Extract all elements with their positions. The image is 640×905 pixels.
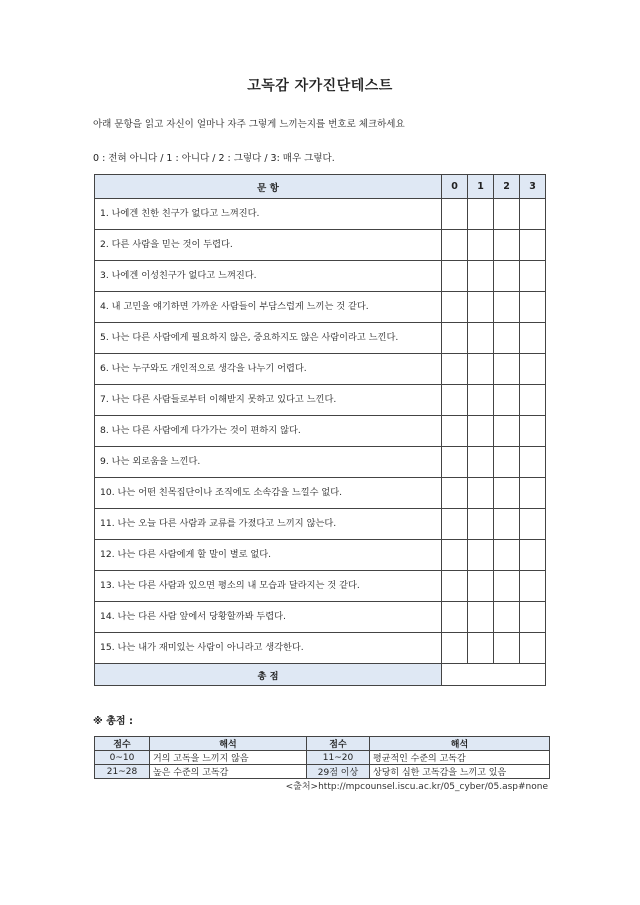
answer-cell-3[interactable]: [520, 261, 546, 292]
score-range: 29점 이상: [307, 765, 370, 779]
score-header-0: 0: [442, 175, 468, 199]
answer-cell-3[interactable]: [520, 478, 546, 509]
table-row: [95, 199, 546, 230]
question-text: 14. 나는 다른 사람 앞에서 당황할까봐 두렵다.: [95, 602, 442, 633]
question-text: 7. 나는 다른 사람들로부터 이해받지 못하고 있다고 느낀다.: [95, 385, 442, 416]
answer-cell-2[interactable]: [494, 416, 520, 447]
total-row: [95, 664, 546, 686]
answer-cell-2[interactable]: [494, 509, 520, 540]
score-header-2: 2: [494, 175, 520, 199]
scale-legend: 0 : 전혀 아니다 / 1 : 아니다 / 2 : 그렇다 / 3: 매우 그렇다.: [93, 153, 335, 164]
answer-cell-1[interactable]: [468, 633, 494, 664]
answer-cell-1[interactable]: [468, 292, 494, 323]
answer-cell-1[interactable]: [468, 509, 494, 540]
answer-cell-1[interactable]: [468, 447, 494, 478]
answer-cell-1[interactable]: [468, 478, 494, 509]
answer-cell-0[interactable]: [442, 602, 468, 633]
answer-cell-2[interactable]: [494, 571, 520, 602]
answer-cell-0[interactable]: [442, 292, 468, 323]
score-range: 21~28: [95, 765, 150, 779]
answer-cell-3[interactable]: [520, 354, 546, 385]
table-row: [95, 633, 546, 664]
question-text: 4. 내 고민을 얘기하면 가까운 사람들이 부담스럽게 느끼는 것 같다.: [95, 292, 442, 323]
page-title: 고독감 자가진단테스트: [247, 78, 393, 94]
answer-cell-3[interactable]: [520, 385, 546, 416]
question-text: 5. 나는 다른 사람에게 필요하지 않은, 중요하지도 않은 사람이라고 느낀다.: [95, 323, 442, 354]
answer-cell-1[interactable]: [468, 416, 494, 447]
question-text: 1. 나에겐 친한 친구가 없다고 느껴진다.: [95, 199, 442, 230]
answer-cell-1[interactable]: [468, 323, 494, 354]
table-row: [95, 354, 546, 385]
answer-cell-2[interactable]: [494, 478, 520, 509]
table-header-row: [95, 175, 546, 199]
score-header-1: 1: [468, 175, 494, 199]
total-score-cell[interactable]: [442, 664, 546, 686]
answer-cell-3[interactable]: [520, 633, 546, 664]
answer-cell-0[interactable]: [442, 354, 468, 385]
answer-cell-0[interactable]: [442, 230, 468, 261]
answer-cell-3[interactable]: [520, 230, 546, 261]
meaning-col-header: 해석: [150, 737, 307, 751]
table-row: [95, 571, 546, 602]
table-row: [95, 230, 546, 261]
answer-cell-2[interactable]: [494, 230, 520, 261]
answer-cell-1[interactable]: [468, 230, 494, 261]
answer-cell-2[interactable]: [494, 633, 520, 664]
answer-cell-2[interactable]: [494, 354, 520, 385]
question-text: 6. 나는 누구와도 개인적으로 생각을 나누기 어렵다.: [95, 354, 442, 385]
interpretation-text: 상당히 심한 고독감을 느끼고 있음: [370, 765, 550, 779]
answer-cell-0[interactable]: [442, 571, 468, 602]
table-row: [95, 323, 546, 354]
answer-cell-0[interactable]: [442, 633, 468, 664]
question-text: 9. 나는 외로움을 느낀다.: [95, 447, 442, 478]
score-range: 0~10: [95, 751, 150, 765]
score-header-3: 3: [520, 175, 546, 199]
answer-cell-3[interactable]: [520, 571, 546, 602]
answer-cell-3[interactable]: [520, 292, 546, 323]
answer-cell-1[interactable]: [468, 602, 494, 633]
answer-cell-1[interactable]: [468, 385, 494, 416]
answer-cell-2[interactable]: [494, 261, 520, 292]
instruction-text: 아래 문항을 읽고 자신이 얼마나 자주 그렇게 느끼는지를 번호로 체크하세요: [93, 119, 405, 130]
interpretation-text: 거의 고독을 느끼지 않음: [150, 751, 307, 765]
answer-cell-1[interactable]: [468, 571, 494, 602]
question-text: 2. 다른 사람을 믿는 것이 두렵다.: [95, 230, 442, 261]
interpretation-table: [94, 736, 550, 779]
score-col-header: 점수: [307, 737, 370, 751]
answer-cell-3[interactable]: [520, 509, 546, 540]
answer-cell-0[interactable]: [442, 416, 468, 447]
answer-cell-2[interactable]: [494, 323, 520, 354]
answer-cell-3[interactable]: [520, 199, 546, 230]
question-text: 13. 나는 다른 사람과 있으면 평소의 내 모습과 달라지는 것 같다.: [95, 571, 442, 602]
table-row: [95, 540, 546, 571]
interpretation-text: 높은 수준의 고독감: [150, 765, 307, 779]
answer-cell-1[interactable]: [468, 261, 494, 292]
question-header: 문 항: [95, 175, 442, 199]
answer-cell-1[interactable]: [468, 199, 494, 230]
answer-cell-2[interactable]: [494, 385, 520, 416]
questionnaire-table: [94, 174, 546, 686]
answer-cell-0[interactable]: [442, 323, 468, 354]
answer-cell-0[interactable]: [442, 540, 468, 571]
table-row: [95, 509, 546, 540]
answer-cell-0[interactable]: [442, 261, 468, 292]
answer-cell-2[interactable]: [494, 199, 520, 230]
table-row: [95, 385, 546, 416]
answer-cell-1[interactable]: [468, 354, 494, 385]
table-row: [95, 447, 546, 478]
answer-cell-0[interactable]: [442, 509, 468, 540]
answer-cell-3[interactable]: [520, 323, 546, 354]
answer-cell-2[interactable]: [494, 602, 520, 633]
answer-cell-0[interactable]: [442, 199, 468, 230]
answer-cell-2[interactable]: [494, 292, 520, 323]
table-row: [95, 292, 546, 323]
answer-cell-1[interactable]: [468, 540, 494, 571]
question-text: 3. 나에겐 이성친구가 없다고 느껴진다.: [95, 261, 442, 292]
answer-cell-0[interactable]: [442, 447, 468, 478]
table-row: [95, 765, 550, 779]
answer-cell-3[interactable]: [520, 602, 546, 633]
meaning-col-header: 해석: [370, 737, 550, 751]
answer-cell-3[interactable]: [520, 540, 546, 571]
question-text: 11. 나는 오늘 다른 사람과 교류를 가졌다고 느끼지 않는다.: [95, 509, 442, 540]
answer-cell-2[interactable]: [494, 540, 520, 571]
answer-cell-3[interactable]: [520, 416, 546, 447]
answer-cell-0[interactable]: [442, 385, 468, 416]
answer-cell-3[interactable]: [520, 447, 546, 478]
summary-label: ※ 총점 :: [93, 716, 134, 727]
question-text: 12. 나는 다른 사람에게 할 말이 별로 없다.: [95, 540, 442, 571]
table-row: [95, 261, 546, 292]
table-row: [95, 478, 546, 509]
table-row: [95, 416, 546, 447]
interpretation-header-row: [95, 737, 550, 751]
table-row: [95, 602, 546, 633]
table-row: [95, 751, 550, 765]
score-range: 11~20: [307, 751, 370, 765]
answer-cell-0[interactable]: [442, 478, 468, 509]
score-col-header: 점수: [95, 737, 150, 751]
total-label: 총 점: [95, 664, 442, 686]
question-text: 8. 나는 다른 사람에게 다가가는 것이 편하지 않다.: [95, 416, 442, 447]
answer-cell-2[interactable]: [494, 447, 520, 478]
source-citation: <출처>http://mpcounsel.iscu.ac.kr/05_cyber/05.asp#none: [285, 782, 548, 792]
question-text: 15. 나는 내가 재미있는 사람이 아니라고 생각한다.: [95, 633, 442, 664]
interpretation-text: 평균적인 수준의 고독감: [370, 751, 550, 765]
question-text: 10. 나는 어떤 친목집단이나 조직에도 소속감을 느낄수 없다.: [95, 478, 442, 509]
